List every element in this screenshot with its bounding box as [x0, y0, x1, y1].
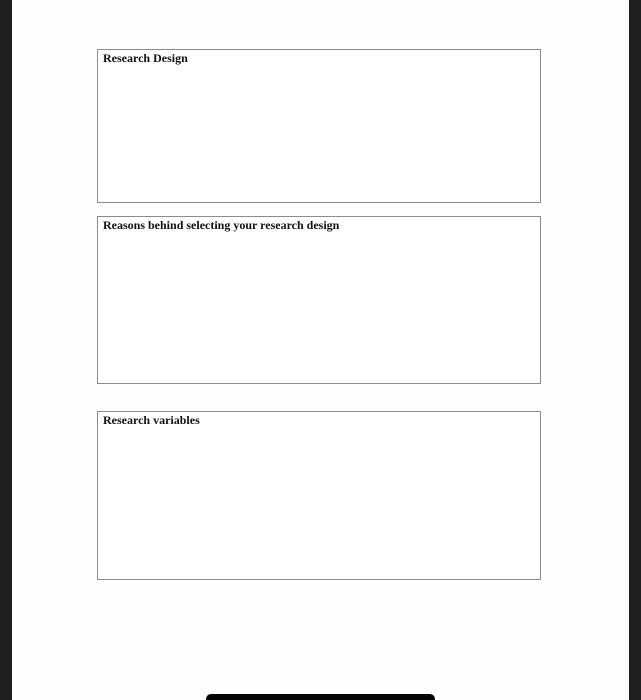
research-design-label: Research Design — [103, 51, 188, 65]
document-page — [12, 0, 629, 700]
reasons-research-design-label: Reasons behind selecting your research design — [103, 218, 340, 232]
home-indicator[interactable] — [206, 694, 435, 700]
research-design-box[interactable] — [97, 49, 541, 203]
research-variables-label: Research variables — [103, 413, 200, 427]
reasons-research-design-box[interactable] — [97, 216, 541, 384]
research-variables-box[interactable] — [97, 411, 541, 580]
